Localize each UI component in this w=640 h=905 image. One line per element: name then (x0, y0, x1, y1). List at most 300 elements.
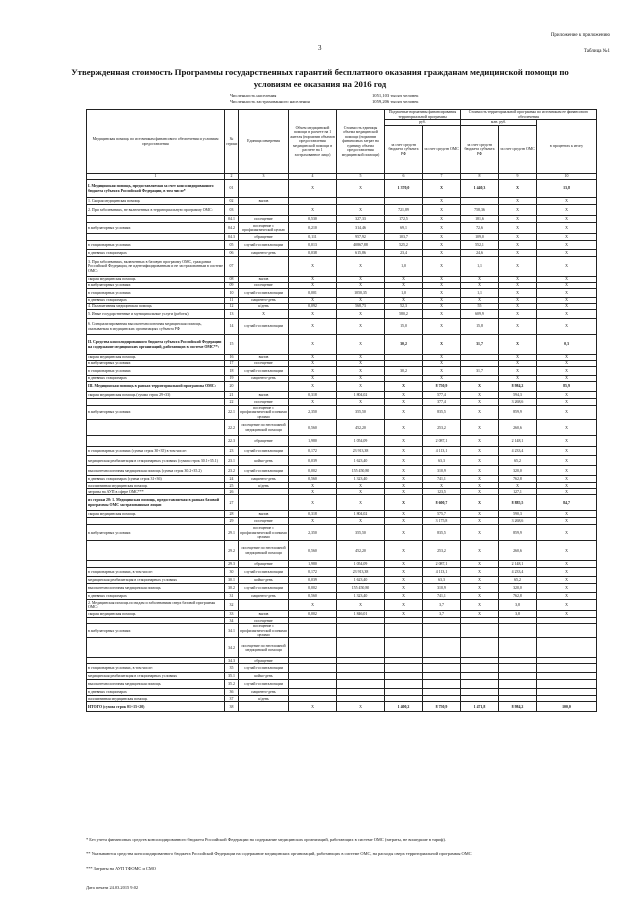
table-cell: 1 623,40 (337, 456, 385, 466)
table-cell: X (461, 476, 499, 483)
table-cell (289, 664, 337, 673)
table-cell: X (537, 584, 597, 593)
table-cell: X (537, 476, 597, 483)
table-cell: X (385, 495, 423, 511)
table-cell: 155 450,80 (337, 466, 385, 476)
table-cell: случай госпитализации (239, 367, 289, 376)
table-cell: X (385, 511, 423, 518)
table-cell: X (337, 382, 385, 392)
row-description: в амбулаторных условиях (87, 361, 225, 367)
row-description: скорая медицинская помощь (87, 355, 225, 361)
table-cell: X (337, 355, 385, 361)
table-cell (385, 624, 423, 638)
table-cell: X (461, 399, 499, 406)
table-cell: посещение (239, 399, 289, 406)
table-cell: X (499, 298, 537, 304)
col-unit-rub: руб. (385, 120, 461, 126)
table-cell: X (289, 376, 337, 382)
table-cell: X (499, 289, 537, 298)
footnote-2: ** Указываются средства консолидированного бюджета Российской Федерации на содержание медицинских организаций, работающих в системе ОМС, на расходы сверх территориальной программы ОМС (86, 851, 472, 856)
row-description: в амбулаторных условиях (87, 283, 225, 289)
table-row (87, 525, 597, 541)
row-description: в амбулаторных условиях (87, 525, 225, 541)
table-cell (239, 702, 289, 712)
table-cell (461, 664, 499, 673)
table-cell: 04.3 (225, 234, 239, 241)
column-number: 2 (225, 174, 239, 180)
table-cell: 03 (225, 205, 239, 216)
table-cell: к/день (239, 696, 289, 702)
column-number: 9 (499, 174, 537, 180)
table-cell: X (337, 702, 385, 712)
table-cell: 0,092 (289, 304, 337, 310)
table-cell: X (385, 568, 423, 577)
table-cell: вызов (239, 355, 289, 361)
table-cell: X (461, 541, 499, 561)
table-cell: X (461, 518, 499, 525)
table-cell: 02 (225, 198, 239, 205)
table-cell: 01 (225, 180, 239, 198)
col-header-percent: в процентах к итогу (537, 120, 597, 174)
table-cell: 3,8 (499, 600, 537, 611)
table-cell: 29.1 (225, 525, 239, 541)
row-description: II. Средства консолидированного бюджета субъекта Российской Федерации на содержание медицинских организаций, работающих в системе ОМС**: (87, 335, 225, 355)
table-cell: X (461, 495, 499, 511)
table-cell: 29.2 (225, 541, 239, 561)
row-description: 4. Паллиативная медицинская помощь (87, 304, 225, 310)
table-cell: 552,1 (461, 241, 499, 250)
table-cell (461, 638, 499, 658)
table-cell: 1,1 (461, 289, 499, 298)
col-header-cost-oms: за счет средств ОМС (499, 126, 537, 174)
table-cell: 0,002 (289, 466, 337, 476)
col-unit-mln: млн. руб. (461, 120, 537, 126)
footnote-3: *** Затраты на АУП ТФОМС и СМО (86, 866, 156, 871)
table-row (87, 561, 597, 568)
table-row (87, 257, 597, 277)
table-cell: X (499, 216, 537, 223)
table-cell (461, 680, 499, 689)
row-description (87, 638, 225, 658)
table-cell: 3,7 (423, 611, 461, 618)
row-description (87, 420, 225, 436)
table-cell: обращение (239, 234, 289, 241)
table-cell: 0,111 (289, 234, 337, 241)
table-cell: X (289, 600, 337, 611)
table-cell: X (385, 577, 423, 584)
table-cell: X (337, 399, 385, 406)
table-cell: пациенто-день (239, 298, 289, 304)
table-cell: X (289, 399, 337, 406)
table-cell: X (423, 310, 461, 319)
table-cell: X (337, 376, 385, 382)
table-cell: X (499, 376, 537, 382)
table-cell: X (461, 456, 499, 466)
table-cell: X (337, 310, 385, 319)
table-row (87, 624, 597, 638)
table-cell (423, 673, 461, 680)
table-row (87, 180, 597, 198)
table-cell: 0,560 (289, 420, 337, 436)
table-cell (289, 198, 337, 205)
table-cell: случай госпитализации (239, 466, 289, 476)
table-cell: X (461, 568, 499, 577)
table-cell: 65,2 (499, 577, 537, 584)
table-cell: X (537, 577, 597, 584)
table-cell: 590,3 (499, 511, 537, 518)
table-cell: 23,4 (385, 250, 423, 257)
table-cell: 577,4 (423, 392, 461, 399)
table-cell: X (289, 283, 337, 289)
row-description: III. Медицинская помощь в рамках территориальной программы ОМС: (87, 382, 225, 392)
table-cell: X (537, 310, 597, 319)
table-cell: X (537, 406, 597, 420)
table-cell: 0,039 (289, 456, 337, 466)
table-cell: X (499, 180, 537, 198)
table-cell: 1 623,40 (337, 577, 385, 584)
table-cell: 20 (225, 382, 239, 392)
row-description (87, 518, 225, 525)
row-description: медицинская реабилитация в стационарных условиях (87, 577, 225, 584)
table-row (87, 680, 597, 689)
table-cell: X (499, 310, 537, 319)
table-row (87, 223, 597, 234)
table-row (87, 198, 597, 205)
row-description: в дневных стационарах (87, 250, 225, 257)
table-cell: X (289, 702, 337, 712)
table-cell: 34.1 (225, 624, 239, 638)
table-cell: X (537, 593, 597, 600)
table-cell: 8 984,2 (499, 382, 537, 392)
table-cell: 109,0 (461, 234, 499, 241)
row-description: высокотехнологичная медицинская помощь (87, 680, 225, 689)
table-cell: 1,1 (461, 257, 499, 277)
row-description: 2. При заболеваниях, не включенных в территориальную программу ОМС: (87, 205, 225, 216)
table-cell: посещение по неотложной медицинской помощи (239, 638, 289, 658)
table-cell: посещение с профилактической и иными целями (240, 526, 287, 539)
table-row (87, 382, 597, 392)
table-cell: X (289, 361, 337, 367)
row-description (87, 399, 225, 406)
table-cell: X (499, 250, 537, 257)
table-cell: случай госпитализации (239, 447, 289, 456)
table-cell: случай госпитализации (239, 568, 289, 577)
table-row (87, 335, 597, 355)
program-cost-table (86, 109, 597, 712)
table-cell: X (337, 283, 385, 289)
table-cell: X (289, 367, 337, 376)
table-cell: X (499, 241, 537, 250)
table-cell: 15 (225, 335, 239, 355)
table-cell: 260,6 (499, 541, 537, 561)
table-cell (289, 638, 337, 658)
table-cell: X (423, 319, 461, 335)
table-cell: X (499, 304, 537, 310)
table-cell: X (537, 456, 597, 466)
col-header-pc-oms: за счет средств ОМС (423, 126, 461, 174)
table-cell: X (461, 298, 499, 304)
table-cell: 859,9 (499, 406, 537, 420)
table-cell (337, 680, 385, 689)
table-cell: X (423, 367, 461, 376)
table-cell: 0,002 (289, 611, 337, 618)
table-cell (499, 673, 537, 680)
table-cell: X (537, 355, 597, 361)
table-cell (385, 638, 423, 658)
table-cell: X (337, 205, 385, 216)
table-cell: 8 750,9 (423, 702, 461, 712)
table-cell: X (337, 277, 385, 283)
table-cell: X (423, 361, 461, 367)
table-cell: 1 054,09 (337, 436, 385, 447)
table-cell: койко-день (239, 577, 289, 584)
table-cell: X (423, 234, 461, 241)
table-cell (537, 689, 597, 696)
row-description: из строки 20: 1. Медицинская помощь, предоставляемая в рамках базовой программы ОМС застрахованным лицам (87, 495, 225, 511)
table-row (87, 216, 597, 223)
table-cell: X (289, 335, 337, 355)
row-description: в дневных стационарах (87, 689, 225, 696)
table-cell: X (385, 593, 423, 600)
table-cell: X (461, 447, 499, 456)
table-cell: 1 804,02 (337, 511, 385, 518)
table-cell: X (423, 289, 461, 298)
table-cell: 37 (225, 696, 239, 702)
table-row (87, 392, 597, 399)
row-description: 5. Иные государственные и муниципальные услуги (работы) (87, 310, 225, 319)
table-cell: 0,3 (537, 335, 597, 355)
table-cell: X (239, 310, 289, 319)
table-cell (537, 664, 597, 673)
table-cell: койко-день (239, 673, 289, 680)
column-number: 7 (423, 174, 461, 180)
table-cell (537, 624, 597, 638)
table-cell: X (461, 577, 499, 584)
table-cell: пациенто-день (239, 476, 289, 483)
table-cell: 4 233,4 (499, 568, 537, 577)
table-cell: 04.1 (225, 216, 239, 223)
table-cell: 34.2 (225, 638, 239, 658)
table-cell: 253,2 (423, 420, 461, 436)
table-cell (337, 198, 385, 205)
table-cell: X (461, 277, 499, 283)
table-cell: 3,7 (423, 600, 461, 611)
table-cell: X (385, 298, 423, 304)
table-cell: 34.3 (225, 658, 239, 664)
table-cell: X (499, 355, 537, 361)
row-description: паллиативная медицинская помощь (87, 696, 225, 702)
table-cell: X (289, 483, 337, 489)
table-cell (385, 680, 423, 689)
row-description: в стационарных условиях (87, 241, 225, 250)
table-cell: X (423, 180, 461, 198)
table-cell: 31,7 (461, 335, 499, 355)
table-cell: X (385, 456, 423, 466)
table-row (87, 367, 597, 376)
table-row (87, 456, 597, 466)
table-cell: 23 (225, 447, 239, 456)
table-cell: X (537, 319, 597, 335)
table-cell: X (537, 289, 597, 298)
table-cell: 84,7 (537, 495, 597, 511)
row-description: в стационарных условиях (87, 367, 225, 376)
table-cell: 615,86 (337, 250, 385, 257)
table-cell (239, 600, 289, 611)
table-row (87, 476, 597, 483)
table-cell (499, 664, 537, 673)
table-cell: 32 (225, 600, 239, 611)
table-number: Таблица №1 (583, 49, 610, 54)
table-cell (337, 689, 385, 696)
row-description: I. Медицинская помощь, предоставляемая за счет консолидированного бюджета субъекта Российской Федерации, в том числе* (87, 180, 225, 198)
table-cell (337, 673, 385, 680)
row-description (87, 234, 225, 241)
table-cell: случай госпитализации (239, 584, 289, 593)
table-cell: пациенто-день (239, 689, 289, 696)
row-description: скорая медицинская помощь (сумма строк 29+33) (87, 392, 225, 399)
row-description: в дневных стационарах (87, 298, 225, 304)
table-cell: X (423, 257, 461, 277)
table-cell: 594,3 (499, 392, 537, 399)
table-cell: 10 (225, 289, 239, 298)
table-cell: 0,172 (289, 568, 337, 577)
table-cell: к/день (239, 483, 289, 489)
table-cell: X (537, 541, 597, 561)
table-cell: 1 054,09 (337, 561, 385, 568)
table-cell: 09 (225, 283, 239, 289)
table-cell: 11 (225, 298, 239, 304)
table-cell: X (385, 476, 423, 483)
table-cell: 13,8 (537, 180, 597, 198)
table-cell: X (537, 216, 597, 223)
row-description: высокотехнологичная медицинская помощь (87, 584, 225, 593)
table-cell: 34 (225, 618, 239, 624)
table-cell: 355,50 (337, 406, 385, 420)
table-cell: X (385, 283, 423, 289)
table-cell: X (289, 518, 337, 525)
row-description: скорая медицинская помощь (87, 611, 225, 618)
table-cell: 31 (225, 593, 239, 600)
table-cell: X (537, 304, 597, 310)
table-cell: посещение с профилактической и иными целями (240, 406, 287, 419)
table-cell: X (499, 277, 537, 283)
table-cell: 31,7 (461, 367, 499, 376)
table-cell: 1,980 (289, 561, 337, 568)
table-cell: 22 (225, 399, 239, 406)
table-cell: 580,2 (385, 310, 423, 319)
table-cell: 55 (461, 304, 499, 310)
table-cell: X (461, 525, 499, 541)
table-cell: 1 370,0 (385, 180, 423, 198)
table-cell: X (423, 355, 461, 361)
table-cell: пациенто-день (239, 376, 289, 382)
table-cell: X (385, 447, 423, 456)
table-cell: 65,2 (499, 456, 537, 466)
page-number: 3 (318, 44, 322, 52)
table-cell: X (499, 361, 537, 367)
column-number: 6 (385, 174, 423, 180)
table-cell: X (385, 436, 423, 447)
table-cell: к/день (239, 304, 289, 310)
table-cell: 835,5 (423, 406, 461, 420)
table-cell: X (537, 198, 597, 205)
table-cell: 8 750,9 (423, 382, 461, 392)
table-cell: 15,0 (385, 319, 423, 335)
table-row (87, 495, 597, 511)
table-cell: X (537, 568, 597, 577)
table-cell: X (385, 541, 423, 561)
row-description: в дневных стационарах (87, 593, 225, 600)
table-cell: X (537, 561, 597, 568)
table-cell: X (461, 420, 499, 436)
table-cell: 957,92 (337, 234, 385, 241)
table-cell: X (537, 420, 597, 436)
table-cell: 3 268,6 (499, 518, 537, 525)
table-cell (337, 664, 385, 673)
table-cell: 13 (225, 310, 239, 319)
table-row (87, 600, 597, 611)
table-cell (537, 680, 597, 689)
table-cell: 762,8 (499, 476, 537, 483)
table-cell (289, 624, 337, 638)
table-cell: 30.1 (225, 577, 239, 584)
table-cell: X (385, 382, 423, 392)
table-row (87, 205, 597, 216)
table-cell: X (385, 525, 423, 541)
table-cell: X (461, 283, 499, 289)
row-description: в амбулаторных условиях (87, 223, 225, 234)
table-row (87, 447, 597, 456)
table-cell: X (461, 600, 499, 611)
table-cell: X (461, 483, 499, 489)
table-cell: 320,0 (499, 466, 537, 476)
table-cell: 758,36 (461, 205, 499, 216)
table-cell: 8 600,7 (423, 495, 461, 511)
table-row (87, 638, 597, 658)
table-cell: случай госпитализации (239, 680, 289, 689)
table-cell: X (385, 466, 423, 476)
row-description: высокотехнологичная медицинская помощь (сумма строк 30.2+35.2) (87, 466, 225, 476)
table-cell: 1 323,40 (337, 476, 385, 483)
table-cell: 2,350 (289, 406, 337, 420)
table-cell: 0,560 (289, 593, 337, 600)
table-row (87, 593, 597, 600)
table-cell: 04.2 (225, 223, 239, 234)
table-cell: X (537, 447, 597, 456)
table-cell: X (337, 319, 385, 335)
table-cell: X (461, 511, 499, 518)
table-cell: 0,039 (289, 577, 337, 584)
table-cell: X (385, 277, 423, 283)
col-header-unit-cost: Стоимость единицы объема медицинской помощи (норматив финансовых затрат на единицу объема предоставления медицинской помощи) (337, 110, 385, 174)
table-cell (385, 689, 423, 696)
table-cell: X (537, 277, 597, 283)
table-cell: 0,172 (289, 447, 337, 456)
table-cell: X (537, 466, 597, 476)
table-cell: 52,3 (385, 304, 423, 310)
table-cell: X (385, 518, 423, 525)
table-cell (461, 689, 499, 696)
table-row (87, 664, 597, 673)
table-cell: X (337, 298, 385, 304)
column-number: 1 (87, 174, 225, 180)
table-cell: 23 913,38 (337, 447, 385, 456)
table-cell: X (337, 489, 385, 495)
table-cell: 0,560 (289, 476, 337, 483)
table-cell: 127,1 (499, 489, 537, 495)
table-cell: 15,8 (461, 319, 499, 335)
table-row (87, 250, 597, 257)
